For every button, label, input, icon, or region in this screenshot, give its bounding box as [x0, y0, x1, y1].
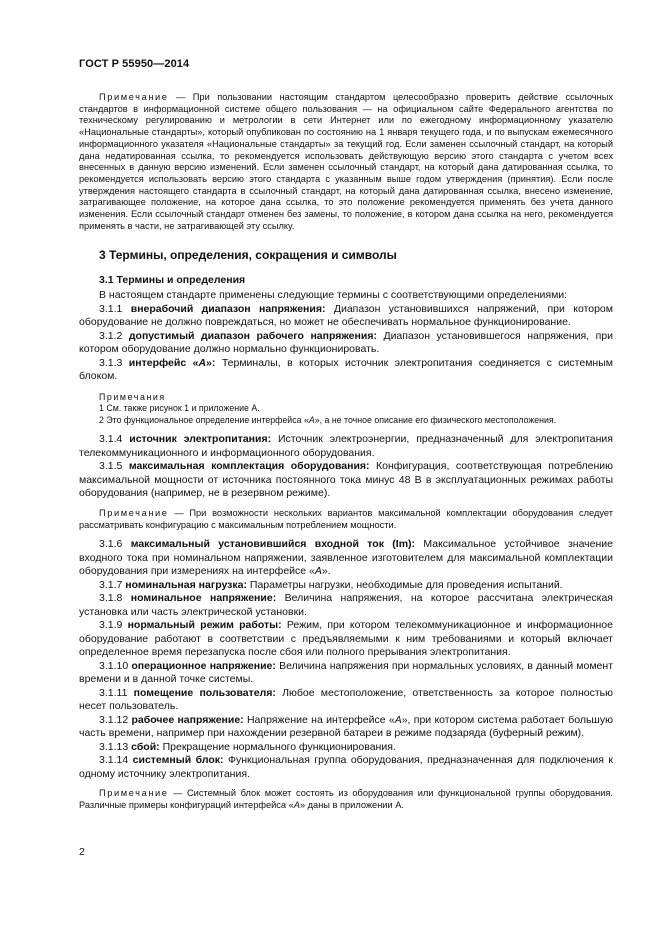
- lead-paragraph: В настоящем стандарте применены следующие термины с соответствующими определениями:: [99, 289, 568, 302]
- page-number: 2: [79, 846, 85, 858]
- term-3-1-3: [79, 357, 613, 384]
- term-name: [129, 357, 216, 369]
- term-number: 3.1.11: [99, 686, 134, 699]
- term-3-1-11: [79, 687, 613, 714]
- term-name-part: интерфейс «: [128, 356, 199, 369]
- term-name: максимальная комплектация оборудования:: [128, 460, 370, 473]
- term-definition-italic: А: [394, 713, 402, 726]
- term-3-1-13: [79, 741, 613, 755]
- term-definition: ».: [321, 565, 331, 578]
- page-content: [79, 92, 613, 812]
- note-label: Примечание: [99, 788, 169, 799]
- term-name: нормальный режим работы:: [127, 619, 282, 632]
- term-definition: Диапазон установившихся напряжений, при котором оборудование не должно повреждаться, но может не обеспечивать нормальное функционирование.: [79, 302, 613, 329]
- term-name: помещение пользователя:: [133, 686, 276, 699]
- term-definition: », при котором система работает большую часть времени, например при нахождении резервной батареи в режиме подзаряда (буферный режим).: [79, 713, 613, 740]
- term-definition: Прекращение нормального функционирования.: [159, 740, 396, 753]
- note-text: — При пользовании настоящим стандартом целесообразно проверить действие ссылочных стандартов в информационной системе общего пользования — на официальном сайте Федерального агентства по техническому регулированию и метрологии в сети Интернет или по ежегодному информационному указателю «Национальные стандарты», который опубликован по состоянию на 1 января текущего года, и по выпускам ежемесячного информационного указателя «Национальные стандарты» за текущий год. Если заменен ссылочный стандарт, на который дана недатированная ссылка, то рекомендуется использовать действующую версию этого стандарта с учетом всех внесенных в данную версию изменений. Если заменен ссылочный стандарт, на который дана датированная ссылка, то рекомендуется использовать версию этого стандарта с указанным выше годом утверждения (принятия). Если после утверждения настоящего стандарта в ссылочный стандарт, на который дана датированная ссылка, внесено изменение, затрагивающее положение, на которое дана ссылка, то это положение рекомендуется применять без учета данного изменения. Если ссылочный стандарт отменен без замены, то положение, в котором дана ссылка на него, рекомендуется применять в части, не затрагивающей эту ссылку.: [79, 92, 613, 231]
- term-number: 3.1.14: [99, 754, 133, 767]
- term-number: 3.1.1: [99, 302, 131, 315]
- term-definition: Диапазон установившегося напряжения, при котором оборудование должно нормально функционировать.: [79, 329, 613, 356]
- note-text: », а не точное описание его физического местоположения.: [314, 414, 557, 425]
- term-3-1-4: [79, 433, 613, 460]
- term-number: 3.1.9: [99, 619, 128, 632]
- notes-label: Примечания: [99, 391, 166, 402]
- term-3-1-1: [79, 303, 613, 330]
- term-3-1-12: [79, 714, 613, 741]
- term-number: 3.1.6: [99, 538, 131, 551]
- term-definition: Величина напряжения, на которое рассчитана электрическая установка или часть электрической установки.: [79, 592, 613, 618]
- term-definition: Параметры нагрузки, необходимые для проведения испытаний.: [247, 578, 563, 591]
- note-text: — При возможности нескольких вариантов максимальной комплектации оборудования следует рассматривать конфигурацию с максимальным потреблением мощности.: [79, 507, 613, 530]
- term-name-part: »:: [206, 356, 216, 369]
- term-number: 3.1.10: [99, 659, 132, 672]
- note-1: 1 См. также рисунок 1 и приложение А.: [99, 403, 260, 414]
- term-3-1-6: [79, 538, 613, 579]
- notes-3-1-3: [79, 392, 613, 427]
- note-label: Примечание: [99, 507, 169, 518]
- term-number: 3.1.8: [99, 592, 131, 605]
- term-3-1-2: [79, 330, 613, 357]
- note-label: Примечание: [99, 92, 169, 102]
- term-number: 3.1.5: [99, 460, 129, 473]
- term-definition: Источник электроэнергии, предназначенный для электропитания телекоммуникационного и информационного оборудования.: [79, 433, 613, 459]
- note-text: » даны в приложении А.: [299, 800, 404, 811]
- term-name: рабочее напряжение:: [131, 713, 244, 726]
- term-definition: Максимальное устойчивое значение входного тока при номинальном напряжении, заявленное изготовителем для максимальной комплектации оборудования при измерениях на интерфейсе «: [79, 538, 613, 578]
- term-name: номинальная нагрузка:: [125, 578, 247, 591]
- term-3-1-10: [79, 660, 613, 687]
- term-name: сбой:: [131, 740, 160, 753]
- term-definition-italic: А: [314, 565, 322, 578]
- term-number: 3.1.7: [99, 578, 126, 591]
- note-italic: А: [293, 800, 300, 811]
- standard-header: ГОСТ Р 55950—2014: [79, 58, 190, 70]
- term-number: 3.1.4: [99, 433, 130, 446]
- note-3-1-14: [79, 788, 613, 811]
- term-number: 3.1.2: [99, 329, 129, 342]
- term-3-1-9: [79, 619, 613, 660]
- term-name: внерабочий диапазон напряжения:: [130, 302, 326, 315]
- term-name: операционное напряжение:: [131, 659, 276, 672]
- note-3-1-5: [79, 508, 613, 531]
- term-name: номинальное напряжение:: [130, 592, 277, 605]
- term-name: системный блок:: [132, 754, 224, 767]
- term-definition: Режим, при котором телекоммуникационное и информационное оборудование работают в соответствии с предъявляемыми к ним требованиями и который включает определенное время перезапуска после сбоя или полного прерывания электропитания.: [79, 619, 613, 659]
- section-title: 3 Термины, определения, сокращения и символы: [99, 248, 397, 263]
- term-3-1-5: [79, 460, 613, 501]
- term-number: 3.1.13: [99, 740, 132, 753]
- term-name-italic: А: [198, 356, 207, 369]
- term-3-1-14: [79, 754, 613, 781]
- term-3-1-8: [79, 592, 613, 619]
- term-definition: Величина напряжения при нормальных условиях, в данный момент времени и в данной точке системы.: [79, 659, 613, 686]
- note-text: — Системный блок может состоять из оборудования или функциональной группы оборудования. Различные примеры конфигураций интерфейса «: [79, 788, 613, 811]
- subsection-title: 3.1 Термины и определения: [99, 274, 246, 287]
- note-2: [99, 415, 613, 427]
- term-definition: Любое местоположение, ответственность за которое полностью несет пользователь.: [79, 686, 613, 713]
- note-italic: А: [308, 414, 315, 425]
- note-text: 2 Это функциональное определение интерфейса «: [99, 414, 309, 425]
- intro-note: [79, 92, 613, 232]
- term-definition: Конфигурация, соответствующая потреблению максимальной мощности от источника постоянного тока минус 48 В в эксплуатационных режимах работы оборудования (например, не в резервном режиме).: [79, 460, 613, 500]
- term-name: допустимый диапазон рабочего напряжения:: [128, 329, 377, 342]
- term-definition: Напряжение на интерфейсе «: [243, 713, 395, 726]
- term-definition: Функциональная группа оборудования, предназначенная для подключения к одному источнику электропитания.: [79, 754, 613, 780]
- term-name: источник электропитания:: [129, 433, 272, 446]
- term-3-1-7: [79, 579, 613, 593]
- term-definition: Терминалы, в которых источник электропитания соединяется с системным блоком.: [79, 356, 613, 383]
- term-name: максимальный установившийся входной ток (Im):: [130, 538, 416, 551]
- term-number: 3.1.3: [99, 356, 129, 369]
- term-number: 3.1.12: [99, 713, 132, 726]
